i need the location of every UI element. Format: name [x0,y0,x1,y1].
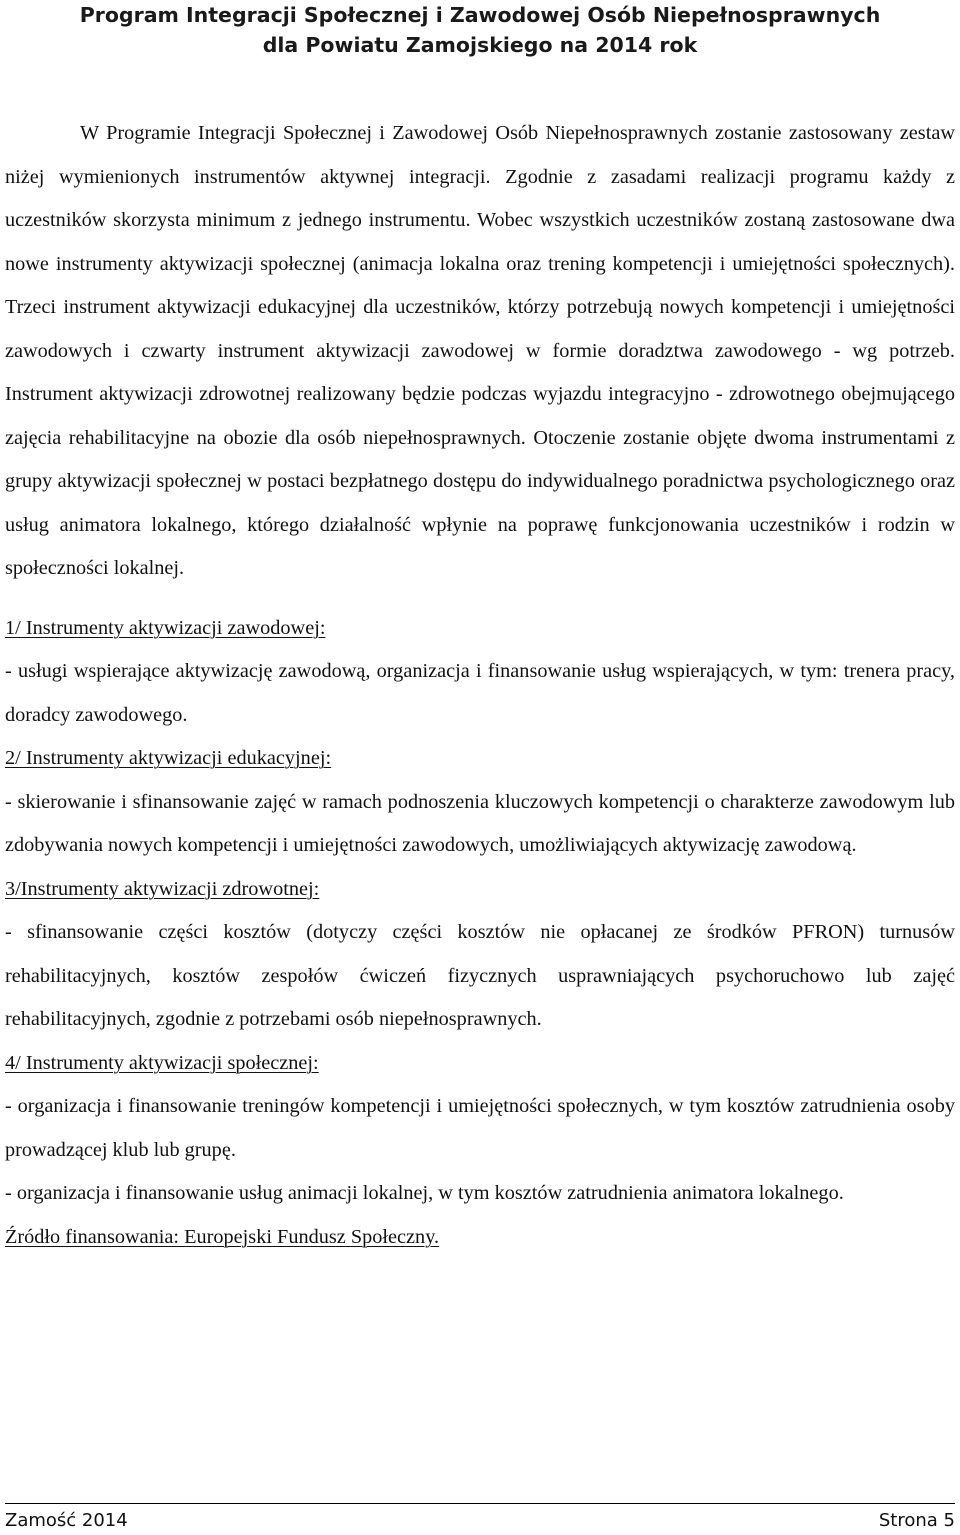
section-item: - organizacja i finansowanie treningów kompetencji i umiejętności społecznych, w tym kosztów zatrudnienia osoby prowadzącej klub lub grupę. [5,1095,955,1161]
footer-divider [5,1503,955,1504]
header-title-line-1: Program Integracji Społecznej i Zawodowej Osób Niepełnosprawnych [79,3,881,27]
section-social [5,1042,955,1216]
section-title-educational: 2/ Instrumenty aktywizacji edukacyjnej: [5,747,332,769]
section-title-vocational: 1/ Instrumenty aktywizacji zawodowej: [5,616,326,639]
section-title-health: 3/Instrumenty aktywizacji zdrowotnej: [5,877,320,900]
document-body [5,112,955,1259]
footer-place-year: Zamość 2014 [5,1510,128,1531]
section-health [5,868,955,1042]
page-header [0,0,960,60]
section-item: - organizacja i finansowanie usług animacji lokalnej, w tym kosztów zatrudnienia animatora lokalnego. [5,1182,844,1204]
section-vocational [5,607,955,738]
header-title-line-2: dla Powiatu Zamojskiego na 2014 rok [262,33,698,57]
funding-source [5,1216,955,1260]
intro-paragraph: W Programie Integracji Społecznej i Zawodowej Osób Niepełnosprawnych zostanie zastosowany zestaw niżej wymienionych instrumentów aktywnej integracji. Zgodnie z zasadami realizacji programu każdy z uczestników skorzysta minimum z jednego instrumentu. Wobec wszystkich uczestników zostaną zastosowane dwa nowe instrumenty aktywizacji społecznej (animacja lokalna oraz trening kompetencji i umiejętności społecznych). Trzeci instrument aktywizacji edukacyjnej dla uczestników, którzy potrzebują nowych kompetencji i umiejętności zawodowych i czwarty instrument aktywizacji zawodowej w formie doradztwa zawodowego - wg potrzeb. Instrument aktywizacji zdrowotnej realizowany będzie podczas wyjazdu integracyjno - zdrowotnego obejmującego zajęcia rehabilitacyjne na obozie dla osób niepełnosprawnych. Otoczenie zostanie objęte dwoma instrumentami z grupy aktywizacji społecznej w postaci bezpłatnego dostępu do indywidualnego poradnictwa psychologicznego oraz usług animatora lokalnego, którego działalność wpłynie na poprawę funkcjonowania uczestników i rodzin w społeczności lokalnej. [5,122,955,579]
page-number: Strona 5 [878,1510,955,1531]
section-item: - usługi wspierające aktywizację zawodową, organizacja i finansowanie usług wspierających, w tym: trenera pracy, doradcy zawodowego. [5,660,955,726]
section-title-social: 4/ Instrumenty aktywizacji społecznej: [5,1051,319,1074]
section-item: - sfinansowanie części kosztów (dotyczy części kosztów nie opłacanej ze środków PFRON) turnusów rehabilitacyjnych, kosztów zespołów ćwiczeń fizycznych usprawniających psychoruchowo lub zajęć rehabilitacyjnych, zgodnie z potrzebami osób niepełnosprawnych. [5,921,955,1030]
funding-source-text: Źródło finansowania: Europejski Fundusz Społeczny. [5,1225,440,1248]
section-item: - skierowanie i sfinansowanie zajęć w ramach podnoszenia kluczowych kompetencji o charakterze zawodowym lub zdobywania nowych kompetencji i umiejętności zawodowych, umożliwiających aktywizację zawodową. [5,790,955,856]
section-educational [5,737,955,868]
